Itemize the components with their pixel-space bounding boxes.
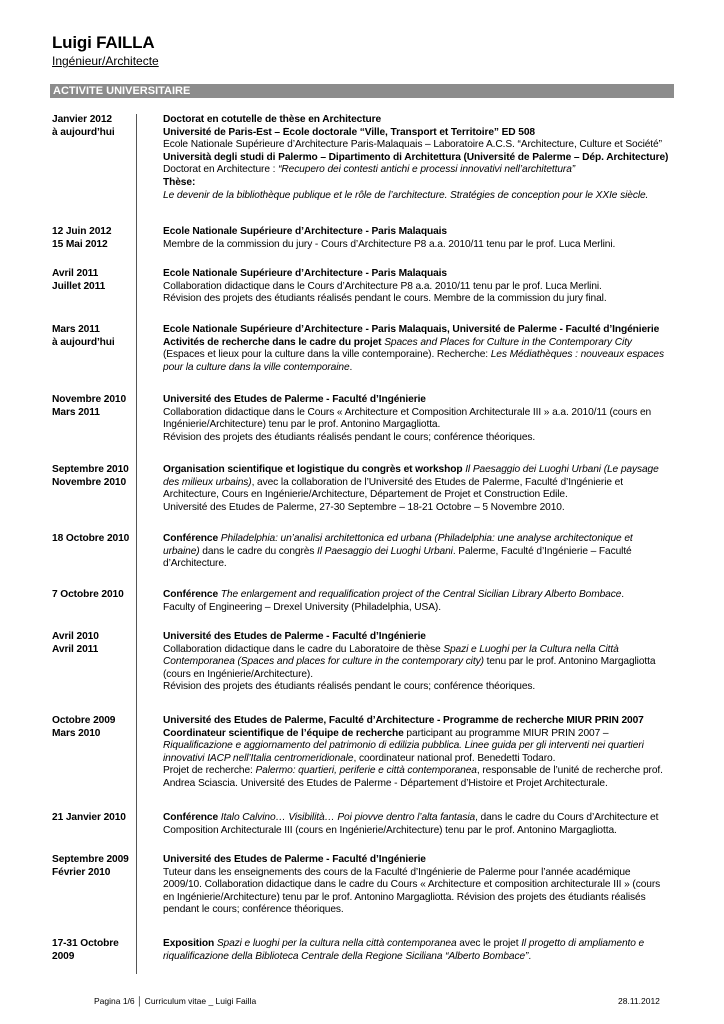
entry-text: Conférence <box>163 589 221 600</box>
entry-line <box>163 728 674 741</box>
entry-date-line: Janvier 2012 <box>52 114 112 125</box>
entry-text: riqualificazione della Biblioteca Centrale della Regione Siciliana “Alberto Bombace” <box>163 950 529 962</box>
entry-date <box>52 114 136 139</box>
entry-text: Le devenir de la bibliothèque publique et le rôle de l’architecture. Stratégies de conception pour le XXIe siècle. <box>163 189 649 201</box>
entry-line <box>163 337 674 350</box>
entry-text: . <box>349 361 353 373</box>
entry-line <box>163 477 674 490</box>
entry-date-line: Mars 2010 <box>52 727 101 739</box>
entry-text: Université des Etudes de Palerme - Faculté d’Ingénierie <box>163 394 426 405</box>
entry-text: Collaboration didactique dans le Cours « Architecture et Composition Architecturale III » a.a. 2010/11 (cours en <box>163 406 652 418</box>
entry-line <box>163 765 674 778</box>
entry-text: dans le cadre du congrès <box>199 545 318 557</box>
entry-line <box>163 190 674 203</box>
section-header: ACTIVITE UNIVERSITAIRE <box>50 84 674 98</box>
entry-line <box>163 602 674 615</box>
entry-text: “Recupero dei contesti antichi e processi innovativi nell’architettura” <box>278 164 576 176</box>
entry-date-line: Mars 2011 <box>52 406 100 418</box>
cv-role: Ingénieur/Architecte <box>52 54 159 68</box>
footer-left: Pagina 1/6 │ Curriculum vitae _ Luigi Failla <box>94 996 257 1006</box>
entry-line <box>163 589 674 602</box>
entry-text: Collaboration didactique dans le cadre du Laboratoire de thèse <box>163 643 444 655</box>
entry-text: participant au programme MIUR PRIN 2007 – <box>403 727 609 739</box>
entry-text: pendant le cours; conférence théoriques. <box>163 904 344 916</box>
entry-line <box>163 644 674 657</box>
entry-text: Coordinateur scientifique de l’équipe de recherche <box>163 727 404 739</box>
entry-line <box>163 502 674 515</box>
entry-date <box>52 394 136 419</box>
entry-date-line: Avril 2010 <box>52 631 99 642</box>
entry-date-line: Septembre 2009 <box>52 854 129 865</box>
entry-line <box>163 669 674 682</box>
entry-text: Membre de la commission du jury - Cours d’Architecture P8 a.a. 2010/11 tenu par le prof. Luca Merlini. <box>163 238 616 250</box>
entry-text: Organisation scientifique et logistique du congrès et workshop <box>163 464 466 475</box>
entry-date-line: à aujourd’hui <box>52 336 115 348</box>
entry-text: en Ingénierie/Architecture) tenu par le prof. Antonino Margagliotta. Révision des projets des étudiants réalisés <box>163 891 646 903</box>
entry-line <box>163 114 674 127</box>
entry-line <box>163 904 674 917</box>
entry-line <box>163 419 674 432</box>
entry-date-line: 7 Octobre 2010 <box>52 589 124 600</box>
entry-date <box>52 226 136 251</box>
entry-text: Exposition <box>163 938 217 949</box>
entry-text: Italo Calvino… Visibilità… Poi piovve dentro l’alta fantasia <box>220 812 476 823</box>
entry-content <box>163 533 674 571</box>
entry-date <box>52 589 136 602</box>
entry-text: Il Paesaggio dei Luoghi Urbani (Le paysage <box>465 464 659 475</box>
entry-line <box>163 139 674 152</box>
entry-line <box>163 394 674 407</box>
entry-text: Il progetto di ampliamento e <box>521 938 645 949</box>
entry-text: Contemporanea (Spaces and places for culture in the contemporary city) <box>163 656 484 668</box>
cv-name: Luigi FAILLA <box>52 33 155 52</box>
entry-line <box>163 681 674 694</box>
entry-line <box>163 407 674 420</box>
entry-content <box>163 715 674 791</box>
entry-text: . <box>621 589 625 600</box>
entry-text: Conférence <box>163 533 221 544</box>
entry-date-line: Novembre 2010 <box>52 476 127 488</box>
entry-text: Révision des projets des étudiants réalisés pendant le cours; conférence théoriques. <box>163 681 536 693</box>
entry-text: pour la culture dans la ville contemporaine <box>163 361 350 373</box>
entry-date-line: 15 Mai 2012 <box>52 238 108 250</box>
entry-content <box>163 226 674 251</box>
entry-content <box>163 114 674 202</box>
entry-text: Activités de recherche dans le cadre du projet <box>163 336 385 348</box>
entry-date-line: 2009 <box>52 950 75 962</box>
entry-content <box>163 324 674 374</box>
entry-text: Spazi e Luoghi per la Cultura nella Città <box>443 643 619 655</box>
entry-line <box>163 892 674 905</box>
entry-date <box>52 715 136 740</box>
entry-text: Tuteur dans les enseignements des cours de la Faculté d’Ingénierie de Palerme pour l’année académique <box>163 866 631 878</box>
entry-content <box>163 631 674 694</box>
entry-text: Spaces and Places for Culture in the Contemporary City <box>384 336 632 348</box>
entry-text: , responsable de l’unité de recherche prof. <box>476 765 663 777</box>
entry-date-line: Septembre 2010 <box>52 464 129 475</box>
entry-text: Projet de recherche: <box>163 765 256 777</box>
entry-content <box>163 854 674 917</box>
entry-line <box>163 293 674 306</box>
entry-line <box>163 226 674 239</box>
entry-text: Les Médiathèques : nouveaux espaces <box>490 349 664 361</box>
entry-line <box>163 951 674 964</box>
entry-line <box>163 177 674 190</box>
entry-text: Andrea Sciascia. Université des Etudes de Palerme - Département d’Histoire et Projet Architecturale. <box>163 777 608 789</box>
entry-date-line: 21 Janvier 2010 <box>52 812 126 823</box>
entry-text: Il Paesaggio dei Luoghi Urbani <box>317 545 453 557</box>
entry-content <box>163 394 674 444</box>
entry-text: , avec la collaboration de l’Université des Etudes de Palerme, Faculté d’Ingénierie et <box>251 476 623 488</box>
entry-line <box>163 558 674 571</box>
entry-content <box>163 268 674 306</box>
entry-text: Composition Architecturale III (cours en Ingénierie/Architecture) tenu par le prof. Antonino Margagliotta. <box>163 824 617 836</box>
entry-line <box>163 127 674 140</box>
entry-line <box>163 268 674 281</box>
entry-text: (Espaces et lieux pour la culture dans la ville contemporaine). Recherche: <box>163 349 491 361</box>
entry-line <box>163 753 674 766</box>
entry-text: Philadelphia: un’analisi architettonica ed urbana (Philadelphia: une analyse architectonique et <box>220 533 633 544</box>
entry-text: (cours en Ingénierie/Architecture). <box>163 668 313 680</box>
entry-line <box>163 812 674 825</box>
entry-line <box>163 349 674 362</box>
entry-date-line: Novembre 2010 <box>52 394 127 405</box>
entry-line <box>163 432 674 445</box>
entry-text: Ingénierie/Architecture) tenu par le prof. Antonino Margagliotta. <box>163 419 441 431</box>
entry-line <box>163 879 674 892</box>
entry-text: Doctorat en cotutelle de thèse en Architecture <box>163 114 382 125</box>
entry-line <box>163 152 674 165</box>
entry-text: Architecture, Cours en Ingénierie/Architecture, Département de Projet et Construction Edile. <box>163 489 568 501</box>
entry-line <box>163 464 674 477</box>
entry-text: Révision des projets des étudiants réalisés pendant le cours. Membre de la commission du jury final. <box>163 293 607 305</box>
entry-date-line: Avril 2011 <box>52 643 99 655</box>
entry-date <box>52 533 136 546</box>
entry-text: 2009/10. Collaboration didactique dans le cadre du Cours « Architecture et composition architecturale III » (cours <box>163 879 661 891</box>
entry-line <box>163 546 674 559</box>
entry-content <box>163 812 674 837</box>
entry-line <box>163 489 674 502</box>
entry-date <box>52 854 136 879</box>
entry-date <box>52 324 136 349</box>
entry-line <box>163 239 674 252</box>
entry-date-line: Mars 2011 <box>52 324 100 335</box>
entry-text: Université des Etudes de Palerme - Faculté d’Ingénierie <box>163 631 426 642</box>
entry-text: École Nationale Supérieure d’Architecture Paris-Malaquais – Laboratoire A.C.S. “Architecture, Culture et Société” <box>163 139 662 151</box>
entry-date-line: 12 Juin 2012 <box>52 226 112 237</box>
entry-text: , dans le cadre du Cours d’Architecture et <box>475 812 659 823</box>
entry-date-line: Juillet 2011 <box>52 280 106 292</box>
entry-line <box>163 854 674 867</box>
footer-date: 28.11.2012 <box>618 996 660 1006</box>
entry-line <box>163 656 674 669</box>
entry-text: tenu par le prof. Antonino Margagliotta <box>483 656 656 668</box>
entry-text: Ecole Nationale Supérieure d’Architecture - Paris Malaquais, Université de Palerme - Faculté d’Ingénierie <box>163 324 660 335</box>
entry-line <box>163 938 674 951</box>
entry-line <box>163 281 674 294</box>
entry-text: Thèse: <box>163 176 196 188</box>
entry-line <box>163 324 674 337</box>
entry-text: , coordinateur national prof. Benedetti Todaro. <box>353 752 556 764</box>
entry-content <box>163 938 674 963</box>
entry-line <box>163 740 674 753</box>
entry-text: innovativi IACP nell’Italia centromeridionale <box>163 752 354 764</box>
entry-text: Université des Etudes de Palerme - Faculté d’Ingénierie <box>163 854 426 865</box>
entry-date-line: 18 Octobre 2010 <box>52 533 130 544</box>
entry-line <box>163 867 674 880</box>
entry-date <box>52 631 136 656</box>
entry-date-line: 17-31 Octobre <box>52 938 119 949</box>
entry-text: Riqualificazione e aggiornamento del patrimonio di edilizia pubblica. Linee guida per gli interventi nei quartieri <box>163 740 644 752</box>
entry-line <box>163 825 674 838</box>
entry-date <box>52 938 136 963</box>
entry-text: Spazi e luoghi per la cultura nella città contemporanea <box>216 938 457 949</box>
entry-text: avec le projet <box>456 938 522 949</box>
entry-text: Università degli studi di Palermo – Dipartimento di Architettura (Université de Palerme – Dép. Architecture) <box>163 151 669 163</box>
entry-text: d’Architecture. <box>163 558 227 570</box>
entry-text: Révision des projets des étudiants réalisés pendant le cours; conférence théoriques. <box>163 431 536 443</box>
entry-text: . Palerme, Faculté d’Ingénierie – Faculté <box>452 545 632 557</box>
entry-text: The enlargement and requalification project of the Central Sicilian Library Alberto Bombace <box>220 589 622 600</box>
entry-text: Université des Etudes de Palerme, 27-30 Septembre – 18-21 Octobre – 5 Novembre 2010. <box>163 501 565 513</box>
entry-text: urbaine) <box>163 545 200 557</box>
entry-line <box>163 778 674 791</box>
entry-text: Collaboration didactique dans le Cours d’Architecture P8 a.a. 2010/11 tenu par le prof. Luca Merlini. <box>163 280 602 292</box>
entry-date <box>52 268 136 293</box>
entry-text: Conférence <box>163 812 221 823</box>
entry-line <box>163 533 674 546</box>
entry-date-line: Octobre 2009 <box>52 715 116 726</box>
entry-content <box>163 589 674 614</box>
entry-date-line: à aujourd’hui <box>52 126 115 138</box>
entry-date <box>52 812 136 825</box>
entry-date-line: Février 2010 <box>52 866 111 878</box>
entry-line <box>163 362 674 375</box>
entry-date <box>52 464 136 489</box>
entry-line <box>163 631 674 644</box>
timeline-divider <box>136 114 137 974</box>
entry-date-line: Avril 2011 <box>52 268 99 279</box>
entry-text: Doctorat en Architecture : <box>163 164 279 176</box>
entry-text: Université des Etudes de Palerme, Faculté d’Architecture - Programme de recherche MIUR PRIN 2007 <box>163 715 644 726</box>
entry-line <box>163 164 674 177</box>
entry-text: Palermo: quartieri, periferie e città contemporanea <box>255 765 477 777</box>
entry-text: Université de Paris-Est – École doctorale “Ville, Transport et Territoire” ED 508 <box>163 126 535 138</box>
entry-content <box>163 464 674 514</box>
entry-text: des milieux urbains) <box>163 476 252 488</box>
entry-text: Ecole Nationale Supérieure d’Architecture - Paris Malaquais <box>163 268 447 279</box>
entry-text: . <box>528 950 532 962</box>
entry-text: Faculty of Engineering – Drexel University (Philadelphia, USA). <box>163 601 441 613</box>
entry-text: Ecole Nationale Supérieure d’Architecture - Paris Malaquais <box>163 226 447 237</box>
entry-line <box>163 715 674 728</box>
